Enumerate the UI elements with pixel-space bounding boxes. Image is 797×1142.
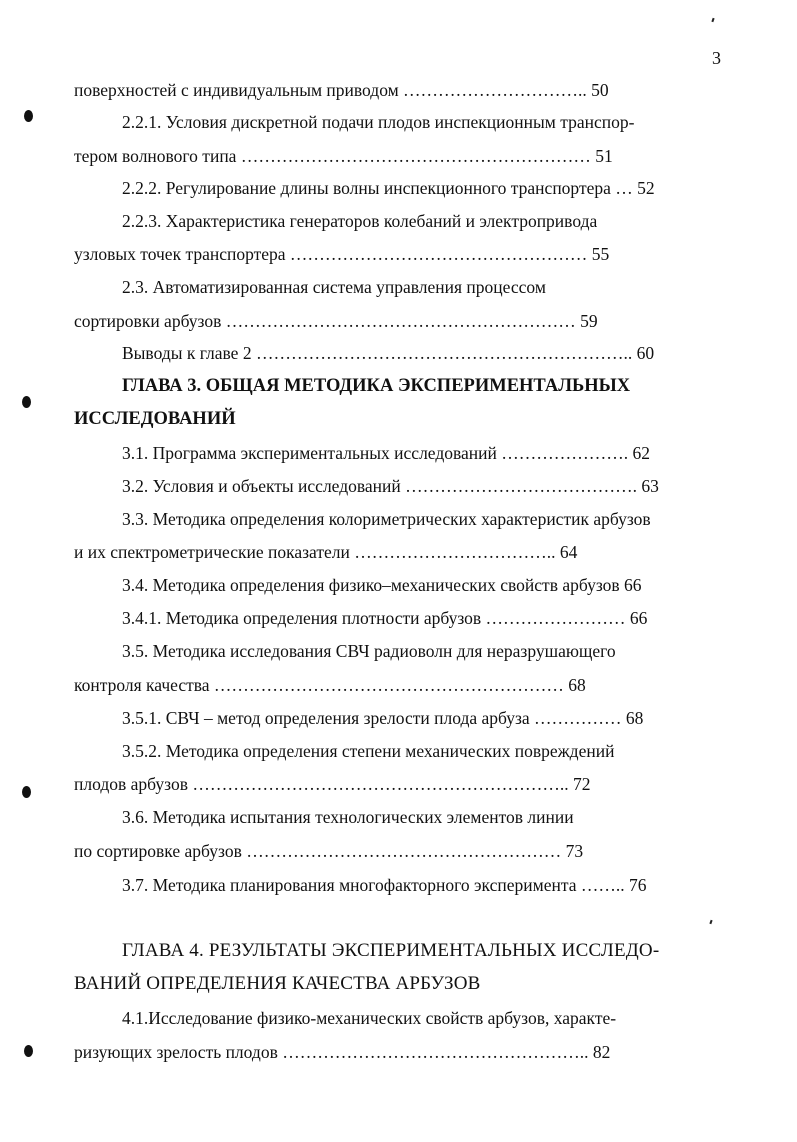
toc-line-21: 3.5.2. Методика определения степени механических повреждений [122, 741, 615, 761]
toc-line-2: 2.2.1. Условия дискретной подачи плодов инспекционным транспор- [122, 112, 635, 132]
chapter-4-heading-line-2: ВАНИЙ ОПРЕДЕЛЕНИЯ КАЧЕСТВА АРБУЗОВ [74, 973, 481, 994]
chapter-3-heading-line-2: ИССЛЕДОВАНИЙ [74, 409, 236, 429]
toc-line-5: 2.2.3. Характеристика генераторов колебаний и электропривода [122, 211, 598, 231]
scan-speck [709, 920, 712, 924]
chapter-4-heading-line-1: ГЛАВА 4. РЕЗУЛЬТАТЫ ЭКСПЕРИМЕНТАЛЬНЫХ ИССЛЕДО- [122, 940, 660, 961]
binder-hole [24, 110, 33, 122]
toc-line-22: плодов арбузов ……………………………………………………….. 72 [74, 774, 591, 794]
toc-line-24: по сортировке арбузов ……………………………………………… 73 [74, 841, 584, 861]
toc-line-9: Выводы к главе 2 ……………………………………………………….. 60 [122, 343, 655, 363]
toc-line-12: 3.1. Программа экспериментальных исследований …………………. 62 [122, 443, 651, 463]
toc-line-19: контроля качества …………………………………………………… 68 [74, 675, 586, 695]
toc-line-4: 2.2.2. Регулирование длины волны инспекционного транспортера … 52 [122, 178, 655, 198]
toc-line-23: 3.6. Методика испытания технологических элементов линии [122, 807, 574, 827]
toc-line-13: 3.2. Условия и объекты исследований …………………………………. 63 [122, 476, 659, 496]
toc-line-18: 3.5. Методика исследования СВЧ радиоволн для неразрушающего [122, 641, 616, 661]
binder-hole [24, 1045, 33, 1057]
toc-line-7: 2.3. Автоматизированная система управления процессом [122, 277, 546, 297]
toc-line-15: и их спектрометрические показатели …………………………….. 64 [74, 542, 578, 562]
toc-line-14: 3.3. Методика определения колориметрических характеристик арбузов [122, 509, 651, 529]
toc-line-29: ризующих зрелость плодов …………………………………………….. 82 [74, 1042, 611, 1062]
page-number: 3 [712, 48, 721, 68]
scan-speck [711, 18, 714, 22]
toc-line-1: поверхностей с индивидуальным приводом ………………………….. 50 [74, 80, 609, 100]
toc-line-17: 3.4.1. Методика определения плотности арбузов …………………… 66 [122, 608, 648, 628]
binder-hole [22, 786, 31, 798]
toc-line-6: узловых точек транспортера …………………………………………… 55 [74, 244, 610, 264]
toc-line-3: тером волнового типа …………………………………………………… 51 [74, 146, 613, 166]
toc-line-28: 4.1.Исследование физико-механических свойств арбузов, характе- [122, 1008, 617, 1028]
chapter-3-heading-line-1: ГЛАВА 3. ОБЩАЯ МЕТОДИКА ЭКСПЕРИМЕНТАЛЬНЫХ [122, 376, 631, 396]
toc-line-25: 3.7. Методика планирования многофакторного эксперимента …….. 76 [122, 875, 647, 895]
toc-line-8: сортировки арбузов …………………………………………………… 59 [74, 311, 598, 331]
toc-line-20: 3.5.1. СВЧ – метод определения зрелости плода арбуза …………… 68 [122, 708, 644, 728]
toc-line-16: 3.4. Методика определения физико–механических свойств арбузов 66 [122, 575, 642, 595]
binder-hole [22, 396, 31, 408]
